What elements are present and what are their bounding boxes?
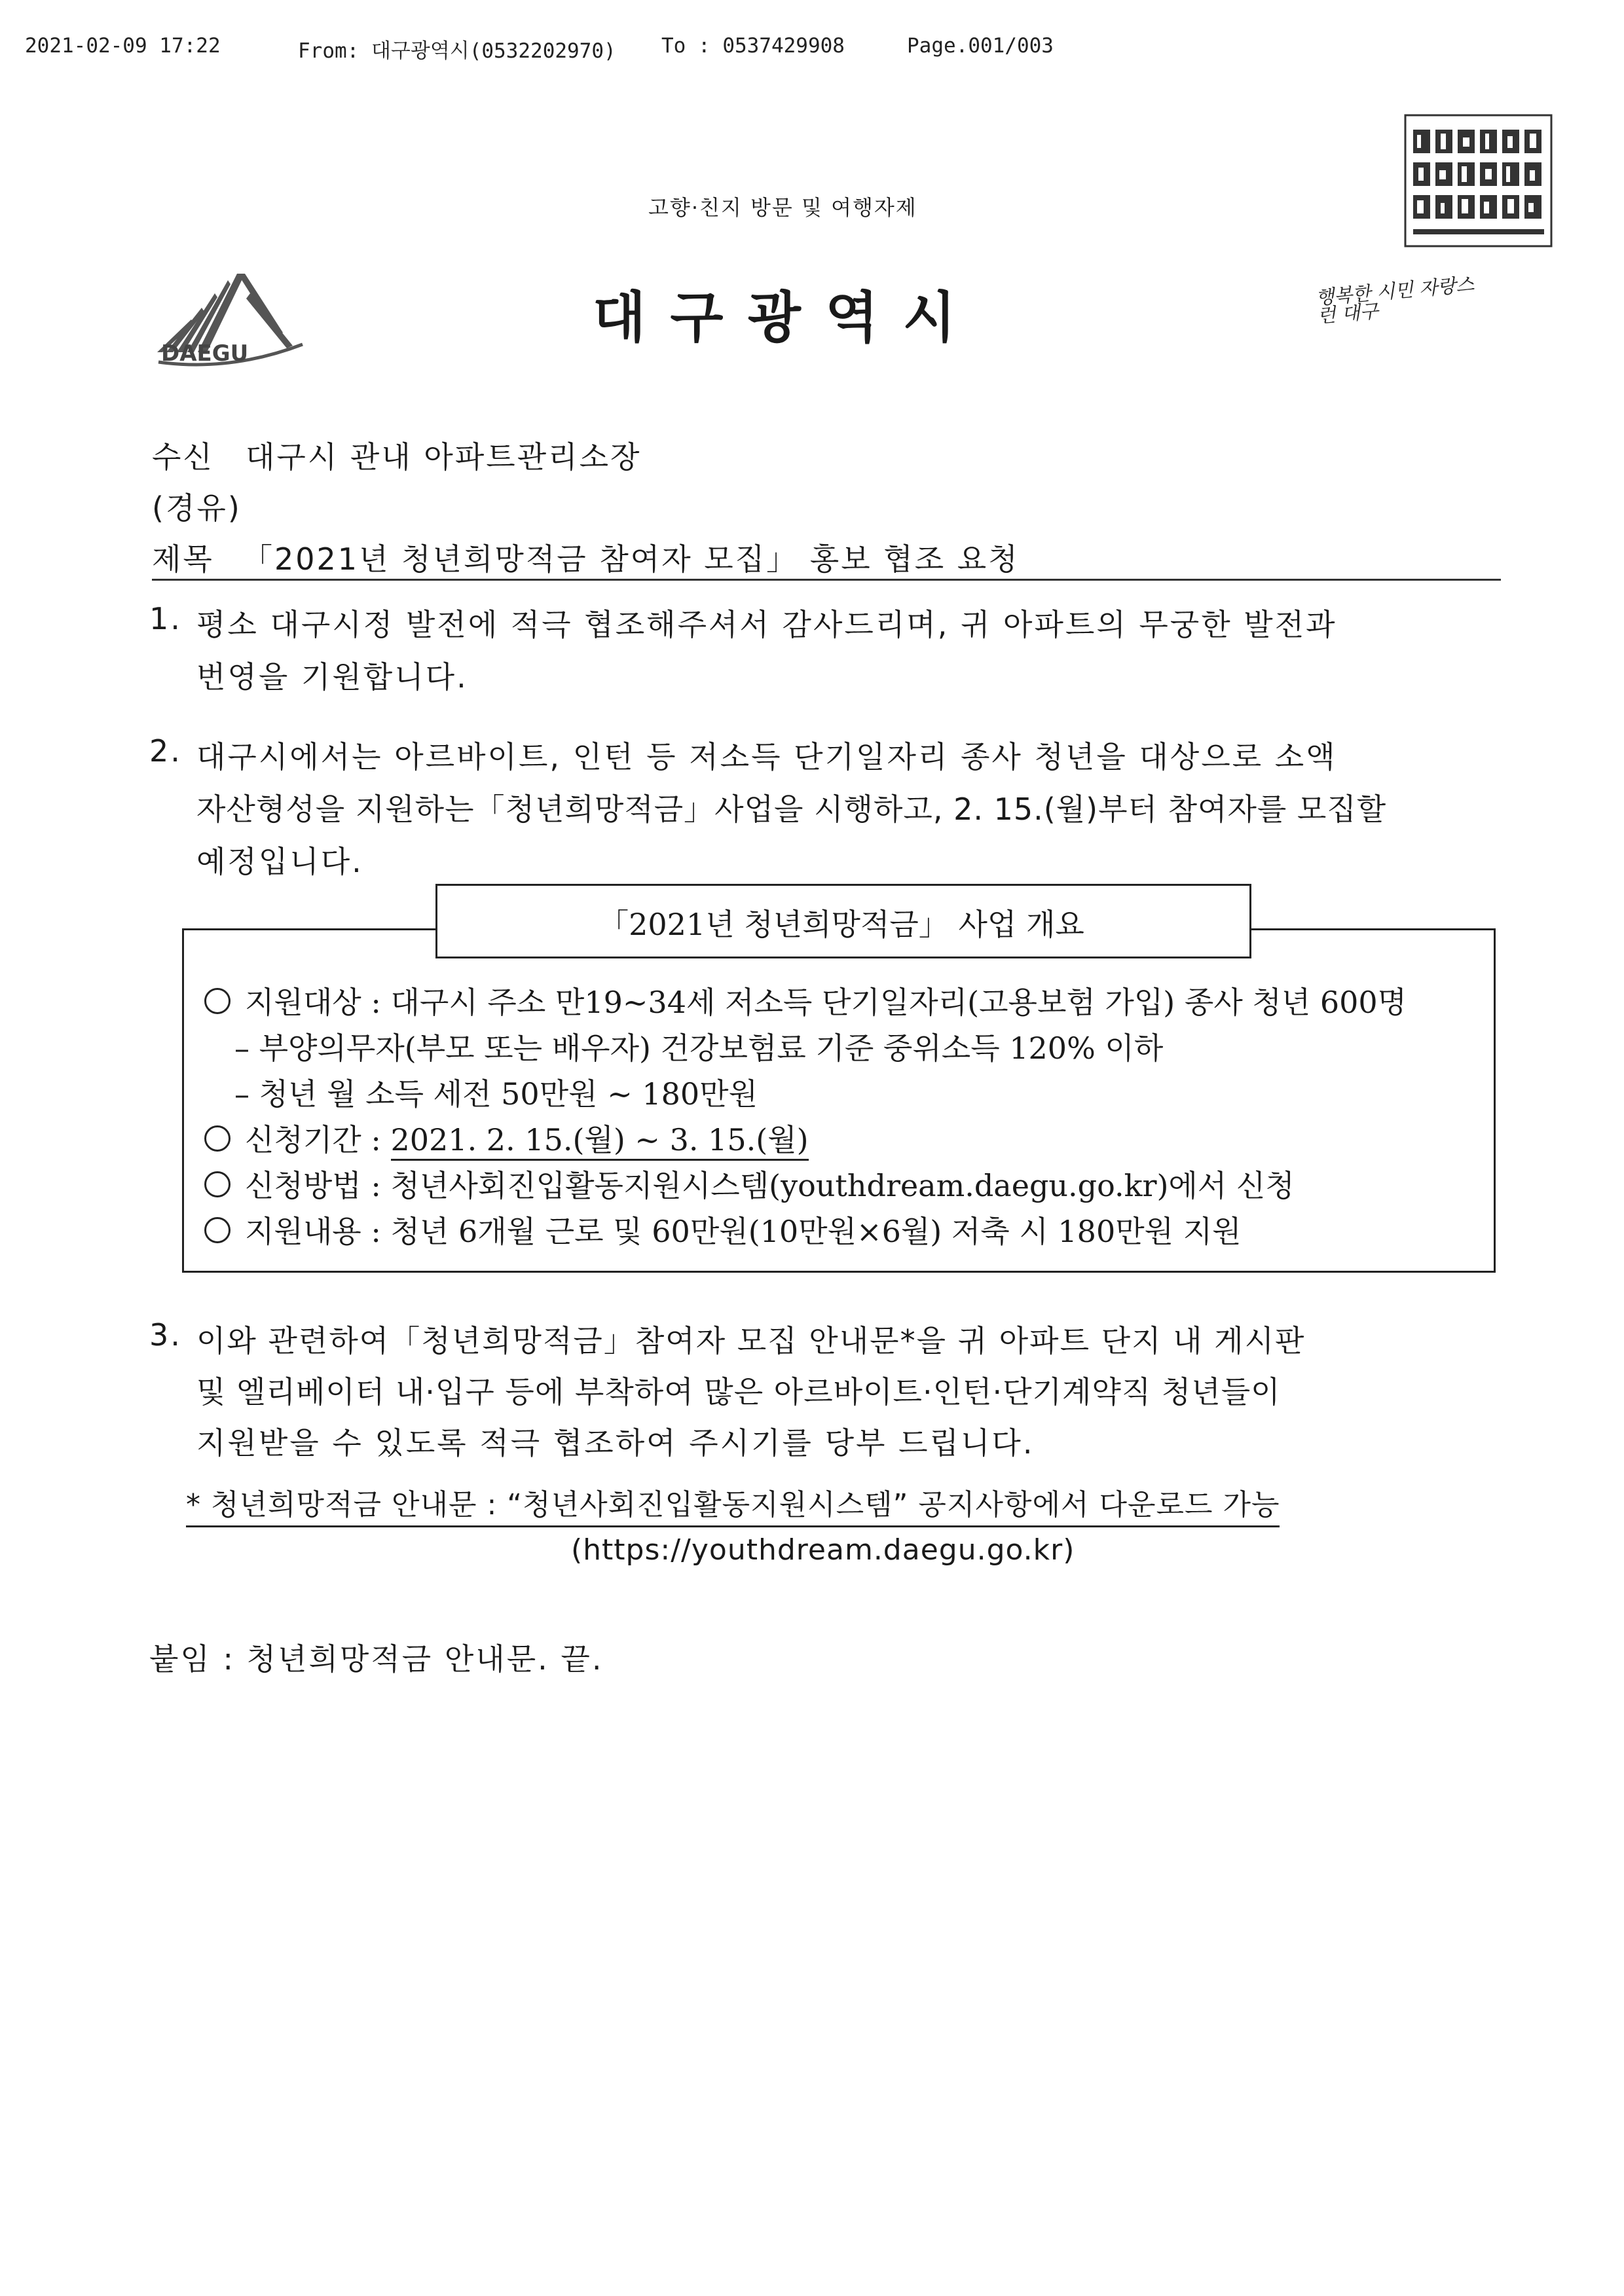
fax-to: To : 0537429908	[661, 34, 845, 58]
overview-target: 지원대상 : 대구시 주소 만19~34세 저소득 단기일자리(고용보험 가입) 종사 청년 600명	[245, 985, 1407, 1020]
attachment-line: 붙임 : 청년희망적금 안내문. 끝.	[149, 1641, 604, 1677]
para3-line3: 지원받을 수 있도록 적극 협조하여 주시기를 당부 드립니다.	[196, 1425, 1035, 1461]
overview-period-value: 2021. 2. 15.(월) ~ 3. 15.(월)	[391, 1122, 809, 1161]
recipient-label: 수신	[152, 439, 214, 475]
para1-number: 1.	[149, 601, 182, 636]
fax-datetime: 2021-02-09 17:22	[25, 34, 221, 58]
logo-text: DAEGU	[161, 340, 249, 367]
para1-line1: 평소 대구시정 발전에 적극 협조해주셔서 감사드리며, 귀 아파트의 무궁한 발전과	[196, 607, 1337, 642]
overview-target-sub1: – 부양의무자(부모 또는 배우자) 건강보험료 기준 중위소득 120% 이하	[234, 1030, 1164, 1066]
footnote-line1: * 청년희망적금 안내문 : “청년사회진입활동지원시스템” 공지사항에서 다운로드 가능	[186, 1481, 1280, 1527]
footnote-line2: (https://youthdream.daegu.go.kr)	[571, 1533, 1075, 1567]
para3-line2: 및 엘리베이터 내·입구 등에 부착하여 많은 아르바이트·인턴·단기계약직 청년들이	[196, 1374, 1281, 1410]
overview-target-sub2: – 청년 월 소득 세전 50만원 ~ 180만원	[234, 1076, 758, 1112]
fax-from: From: 대구광역시(0532202970)	[298, 39, 616, 63]
overview-content-row	[204, 1208, 1242, 1251]
bullet-circle-icon	[204, 1125, 231, 1152]
fax-page: Page.001/003	[907, 34, 1054, 58]
subject-divider	[152, 579, 1501, 581]
barcode-stamp	[1401, 111, 1555, 252]
campaign-text: 고향·친지 방문 및 여행자제	[648, 195, 917, 220]
overview-title: 「2021년 청년희망적금」 사업 개요	[599, 907, 1084, 942]
via-label: (경유)	[152, 490, 242, 526]
daegu-logo	[152, 247, 309, 375]
org-title: 대 구 광 역 시	[593, 285, 959, 350]
bullet-circle-icon	[204, 1217, 231, 1243]
overview-period-label: 신청기간 :	[245, 1122, 391, 1157]
subject-label: 제목	[152, 541, 214, 577]
slogan-calligraphy: 행복한 시민 자랑스런 대구	[1314, 272, 1475, 327]
overview-target-row	[204, 979, 1407, 1022]
overview-method-row	[204, 1162, 1295, 1205]
recipient-value: 대구시 관내 아파트관리소장	[246, 439, 642, 475]
para2-line2: 자산형성을 지원하는「청년희망적금」사업을 시행하고, 2. 15.(월)부터 참여자를 모집할	[196, 792, 1387, 827]
overview-period-row	[204, 1116, 809, 1159]
overview-content: 지원내용 : 청년 6개월 근로 및 60만원(10만원×6월) 저축 시 180만원 지원	[245, 1214, 1242, 1249]
para3-line1: 이와 관련하여「청년희망적금」참여자 모집 안내문*을 귀 아파트 단지 내 게시판	[196, 1323, 1306, 1358]
para2-number: 2.	[149, 733, 182, 769]
para2-line3: 예정입니다.	[196, 844, 363, 879]
overview-method: 신청방법 : 청년사회진입활동지원시스템(youthdream.daegu.go.kr)에서 신청	[245, 1168, 1295, 1203]
para3-number: 3.	[149, 1317, 182, 1353]
subject-value: 「2021년 청년희망적금 참여자 모집」 홍보 협조 요청	[242, 541, 1020, 577]
bullet-circle-icon	[204, 988, 231, 1014]
bullet-circle-icon	[204, 1171, 231, 1197]
para2-line1: 대구시에서는 아르바이트, 인턴 등 저소득 단기일자리 종사 청년을 대상으로 소액	[196, 739, 1337, 774]
para1-line2: 번영을 기원합니다.	[196, 659, 468, 695]
